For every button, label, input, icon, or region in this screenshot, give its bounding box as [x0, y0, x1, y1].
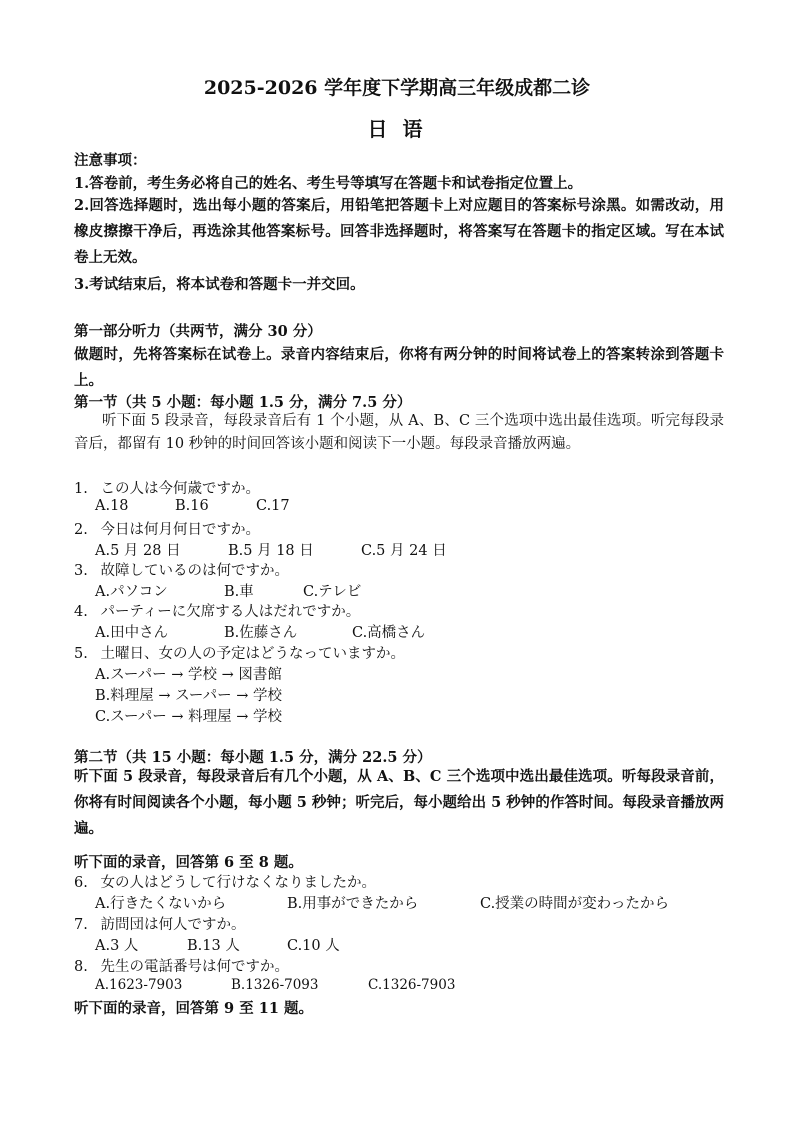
option-8c: C.1326-7903	[368, 977, 456, 993]
option-6a: A.行きたくないから	[95, 896, 227, 912]
section1-heading: 第一节（共 5 小题：每小题 1.5 分，满分 7.5 分）	[74, 394, 412, 411]
option-3c: C.テレビ	[303, 584, 362, 600]
question-3	[74, 559, 289, 580]
section1-instruction: 听下面 5 段录音，每段录音后有 1 个小题，从 A、B、C 三个选项中选出最佳选项。听完每段录音后，都留有 10 秒钟的时间回答该小题和阅读下一小题。每段录音播放两遍。	[74, 413, 724, 452]
option-2c: C.5 月 24 日	[361, 543, 447, 559]
section2-instruction: 听下面 5 段录音，每段录音后有几个小题，从 A、B、C 三个选项中选出最佳选项。听每段录音前，你将有时间阅读各个小题，每小题 5 秒钟；听完后，每小题给出 5 秒钟的作答时间。每段录音播放两遍。	[74, 768, 724, 837]
subject-title: 日 语	[367, 117, 427, 141]
option-5a: A.スーパー → 学校 → 図書館	[95, 667, 282, 683]
option-3b: B.車	[224, 584, 254, 600]
question-number: 5.	[74, 646, 88, 662]
option-7c: C.10 人	[287, 938, 340, 954]
option-4a: A.田中さん	[95, 625, 169, 641]
option-8b: B.1326-7093	[231, 977, 319, 993]
option-3a: A.パソコン	[95, 584, 168, 600]
question-number: 4.	[74, 604, 88, 620]
question-7	[74, 913, 245, 934]
note-item-2: 2.回答选择题时，选出每小题的答案后，用铅笔把答题卡上对应题目的答案标号涂黑。如需改动，用橡皮擦擦干净后，再选涂其他答案标号。回答非选择题时，将答案写在答题卡的指定区域。写在本试卷上无效。	[74, 197, 724, 266]
question-text: 先生の電話番号は何ですか。	[100, 959, 289, 975]
note-item-1: 1.答卷前，考生务必将自己的姓名、考生号等填写在答题卡和试卷指定位置上。	[74, 175, 583, 192]
question-text: 今日は何月何日ですか。	[100, 522, 260, 538]
notes-heading: 注意事项：	[74, 152, 147, 169]
question-text: 女の人はどうして行けなくなりましたか。	[100, 875, 376, 891]
question-text: この人は今何歳ですか。	[100, 481, 260, 497]
part1-heading: 第一部分听力（共两节，满分 30 分）	[74, 323, 322, 340]
option-1c: C.17	[256, 498, 290, 514]
question-number: 6.	[74, 875, 88, 891]
option-7b: B.13 人	[187, 938, 240, 954]
option-8a: A.1623-7903	[95, 977, 183, 993]
option-1b: B.16	[175, 498, 209, 514]
part1-instruction: 做题时，先将答案标在试卷上。录音内容结束后，你将有两分钟的时间将试卷上的答案转涂到答题卡上。	[74, 346, 724, 389]
group1-heading: 听下面的录音，回答第 6 至 8 题。	[74, 854, 303, 871]
question-8	[74, 955, 289, 976]
question-text: 土曜日、女の人の予定はどうなっていますか。	[100, 646, 405, 662]
option-6b: B.用事ができたから	[287, 896, 419, 912]
note-item-3: 3.考试结束后，将本试卷和答题卡一并交回。	[74, 276, 365, 293]
question-text: パーティーに欠席する人はだれですか。	[100, 604, 361, 620]
option-1a: A.18	[95, 498, 129, 514]
question-6	[74, 871, 376, 892]
question-number: 7.	[74, 917, 88, 933]
page-title: 2025-2026 学年度下学期高三年级成都二诊	[203, 77, 591, 99]
question-number: 1.	[74, 481, 88, 497]
option-4c: C.高橋さん	[352, 625, 426, 641]
section2-heading: 第二节（共 15 小题：每小题 1.5 分，满分 22.5 分）	[74, 749, 432, 766]
question-1	[74, 477, 260, 498]
question-number: 2.	[74, 522, 88, 538]
option-7a: A.3 人	[95, 938, 139, 954]
question-number: 3.	[74, 563, 88, 579]
question-text: 故障しているのは何ですか。	[100, 563, 289, 579]
group2-heading: 听下面的录音，回答第 9 至 11 题。	[74, 1000, 313, 1017]
option-6c: C.授業の時間が変わったから	[480, 896, 670, 912]
question-text: 訪問団は何人ですか。	[100, 917, 246, 933]
question-number: 8.	[74, 959, 88, 975]
option-5b: B.料理屋 → スーパー → 学校	[95, 688, 283, 704]
question-4	[74, 600, 360, 621]
option-4b: B.佐藤さん	[224, 625, 298, 641]
question-5	[74, 642, 405, 663]
question-2	[74, 518, 260, 539]
option-2b: B.5 月 18 日	[228, 543, 314, 559]
option-5c: C.スーパー → 料理屋 → 学校	[95, 709, 282, 725]
option-2a: A.5 月 28 日	[95, 543, 181, 559]
